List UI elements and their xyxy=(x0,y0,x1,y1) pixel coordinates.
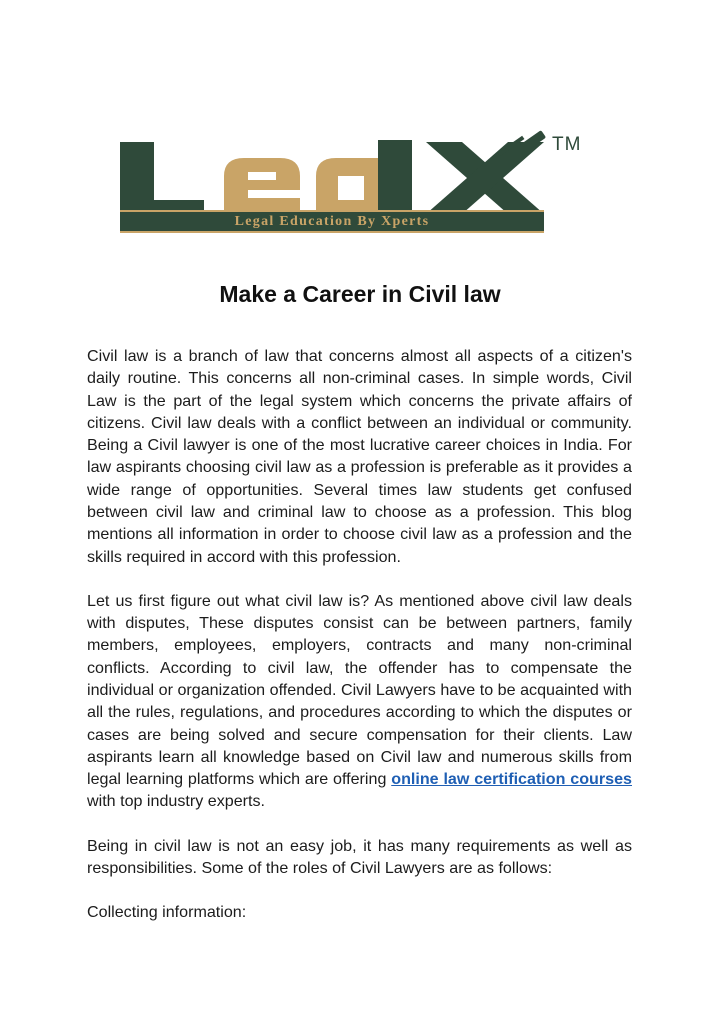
paragraph-definition-text: Let us first figure out what civil law is? As mentioned above civil law deals with disputes, These disputes consist can be between partners, family members, employees, employers, contracts and many non-criminal conflicts. According to civil law, the offender has to compensate the individual or organization offended. Civil Lawyers have to be acquainted with all the rules, regulations, and procedures according to which the disputes or cases are being solved and secure compensation for their clients. Law aspirants learn all knowledge based on Civil law and numerous skills from legal learning platforms which are offering xyxy=(87,591,632,789)
logo-tagline: Legal Education By Xperts xyxy=(234,214,430,229)
trademark-mark: TM xyxy=(552,134,582,155)
paragraph-definition-tail: with top industry experts. xyxy=(87,792,266,811)
online-law-certification-courses-link[interactable]: online law certification courses xyxy=(391,770,632,789)
paragraph-intro: Civil law is a branch of law that concerns almost all aspects of a citizen's daily routine. This concerns all non-criminal cases. In simple words, Civil Law is the part of the legal system which concerns the private affairs of citizens. Civil law deals with a conflict between an individual or community. Being a Civil lawyer is one of the most lucrative career choices in India. For law aspirants choosing civil law as a profession is preferable as it provides a wide range of opportunities. Several times law students get confused between civil law and criminal law to choose as a profession. This blog mentions all information in order to choose civil law as a profession and the skills required in accord with this profession. xyxy=(87,347,632,566)
paragraph-definition xyxy=(87,590,632,813)
page-title: Make a Career in Civil law xyxy=(219,281,501,307)
paragraph-roles-intro: Being in civil law is not an easy job, it has many requirements as well as responsibilities. Some of the roles of Civil Lawyers are as follows: xyxy=(87,836,632,877)
article-body xyxy=(87,345,632,945)
section-heading-collecting-information: Collecting information: xyxy=(87,902,247,921)
logo-tagline-bar xyxy=(120,210,544,233)
